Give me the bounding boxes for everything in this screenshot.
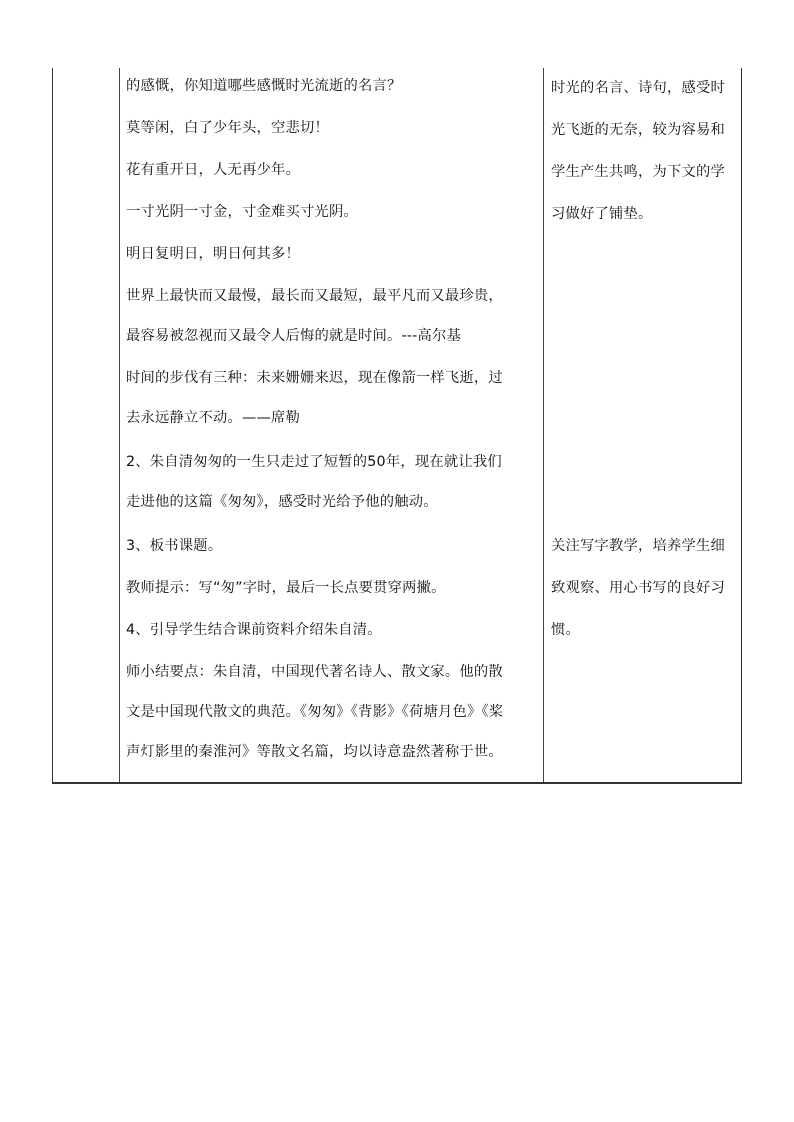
- text-line: 最容易被忽视而又最令人后悔的就是时间。---高尔基: [126, 328, 462, 344]
- text-line: 时光的名言、诗句，感受时: [551, 80, 725, 96]
- text-line: 师小结要点：朱自清，中国现代著名诗人、散文家。他的散: [126, 664, 503, 680]
- text-line: 3、板书课题。: [126, 538, 223, 554]
- text-line: 致观察、用心书写的良好习: [551, 580, 725, 596]
- text-line: 花有重开日，人无再少年。: [126, 162, 300, 178]
- column-divider-1: [119, 68, 120, 782]
- text-line: 习做好了铺垫。: [551, 206, 653, 222]
- text-line: 声灯影里的秦淮河》等散文名篇，均以诗意盎然著称于世。: [126, 744, 503, 760]
- text-line: 世界上最快而又最慢，最长而又最短，最平凡而又最珍贵，: [126, 288, 503, 304]
- text-line: 惯。: [551, 622, 580, 638]
- text-line: 走进他的这篇《匆匆》，感受时光给予他的触动。: [126, 494, 438, 510]
- column-divider-2: [543, 68, 544, 782]
- text-line: 学生产生共鸣，为下文的学: [551, 164, 725, 180]
- text-line: 一寸光阴一寸金，寸金难买寸光阴。: [126, 204, 358, 220]
- text-line: 光飞逝的无奈，较为容易和: [551, 122, 725, 138]
- text-line: 的感慨，你知道哪些感慨时光流逝的名言？: [126, 78, 402, 94]
- text-line: 去永远静立不动。——席勒: [126, 410, 300, 426]
- text-line: 4、引导学生结合课前资料介绍朱自清。: [126, 622, 382, 638]
- text-line: 教师提示：写“匆”字时，最后一长点要贯穿两撇。: [126, 580, 446, 596]
- text-line: 莫等闲，白了少年头，空悲切！: [126, 120, 329, 136]
- text-line: 明日复明日，明日何其多！: [126, 246, 300, 262]
- text-line: 关注写字教学，培养学生细: [551, 538, 725, 554]
- text-line: 时间的步伐有三种：未来姗姗来迟，现在像箭一样飞逝，过: [126, 370, 503, 386]
- text-line: 2、朱自清匆匆的一生只走过了短暂的50年，现在就让我们: [126, 454, 502, 470]
- text-line: 文是中国现代散文的典范。《匆匆》《背影》《荷塘月色》《桨: [126, 704, 504, 720]
